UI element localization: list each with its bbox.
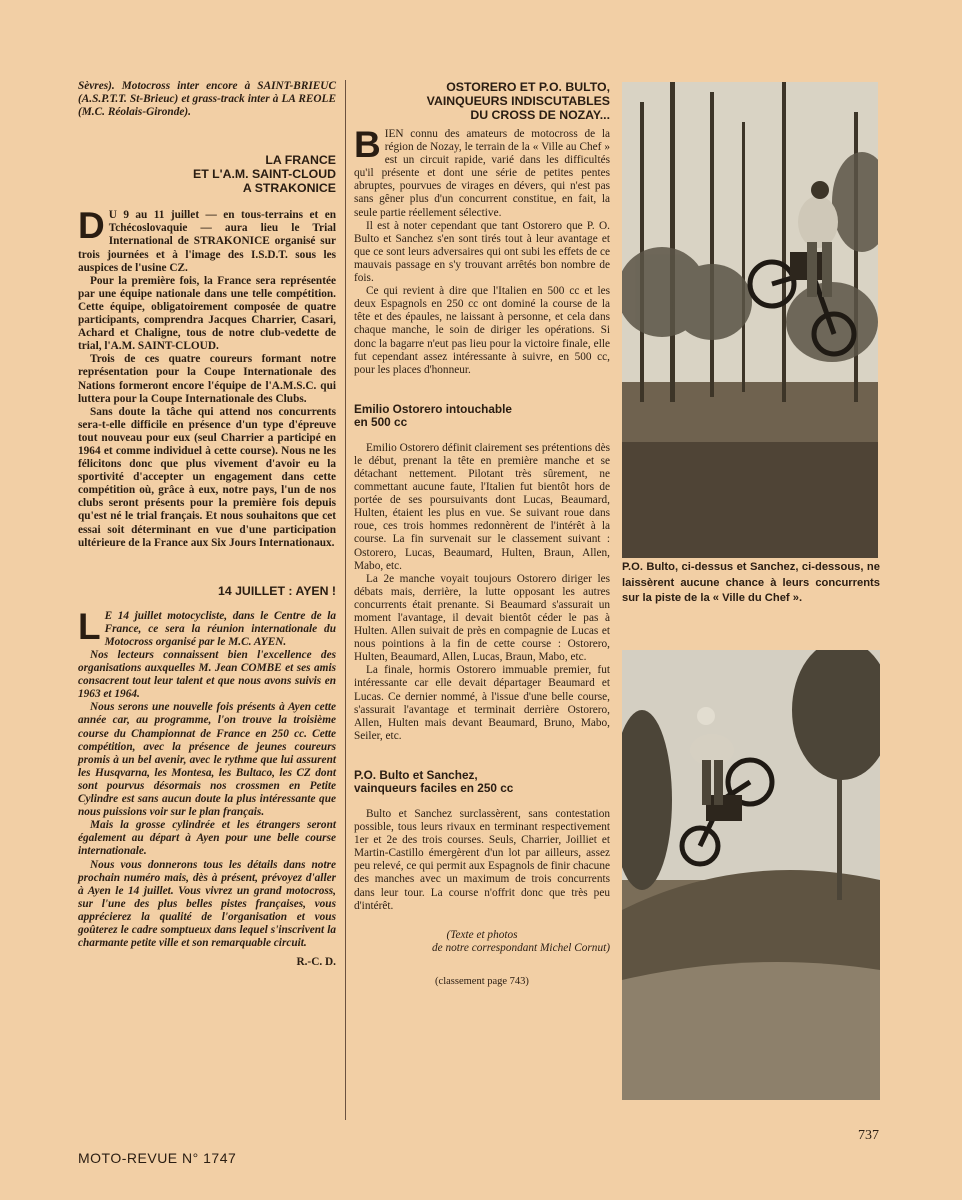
ayen-paragraph-1-text: E 14 juillet motocycliste, dans le Centre de la France, ce sera la réunion internationale du Motocross organisé par le M.C. AYEN. <box>104 609 336 648</box>
nozay-heading-line1: OSTORERO ET P.O. BULTO, <box>446 80 610 94</box>
ayen-paragraph-1 <box>78 605 336 649</box>
nozay-paragraph-1 <box>354 124 610 220</box>
subheading-bulto-line2: vainqueurs faciles en 250 cc <box>354 781 514 796</box>
strakonice-paragraph-3: Trois de ces quatre coureurs formant notre représentation pour la Coupe Internationale des Nations formeront encore l'équipe de l'A.M.S.C. qui luttera pour la Coupe Internationale des Clubs. <box>78 353 336 405</box>
ayen-dropcap: L <box>78 605 101 647</box>
photo-caption: P.O. Bulto, ci-dessus et Sanchez, ci-dessous, ne laissèrent aucune chance à leurs concurrents sur la piste de la « Ville du Chef ». <box>622 561 880 604</box>
ayen-heading: 14 JUILLET : AYEN ! <box>218 583 336 598</box>
nozay-heading-line3: DU CROSS DE NOZAY... <box>470 108 610 122</box>
nozay-paragraph-2: Il est à noter cependant que tant Ostorero que P. O. Bulto et Sanchez s'en sont tirés tout à leur avantage et que ce sont leurs adversaires qui ont subi les effets de ce mauvais passage en s'y trouvant arrêtés bon nombre de fois. <box>354 219 610 285</box>
nozay-paragraph-5: La 2e manche voyait toujours Ostorero diriger les débats mais, derrière, la lutte opposant les autres concurrents était prenante. Si Beaumard s'assurait un moment l'avantage, il devait bientôt céder le pas à Hulten. Allen suivait de près en compagnie de Lucas et nous pointions à la fin de cette course : Ostorero, Hulten, Beaumard, Allen, Lucas, Braun, Mabo, etc. <box>354 572 610 664</box>
nozay-paragraph-1-text: IEN connu des amateurs de motocross de la région de Nozay, le terrain de la « Ville au Chef » est un circuit rapide, varié dans les difficultés qu'il présente et dont une série de petites pentes abruptes, pourvues de virages en dévers, qui n'est pas sans gêner plus d'un concurrent constitue, en fait, la seule partie réellement sélective. <box>354 128 610 219</box>
strakonice-dropcap: D <box>78 205 105 247</box>
ayen-paragraph-3: Nous serons une nouvelle fois présents à Ayen cette année car, au programme, l'on trouve la troisième course du Championnat de France en 250 cc. Cette compétition, avec la présence de jeunes coureurs promis à un bel avenir, avec le rythme que lui assurent les Husqvarna, les Montesa, les Bultaco, les CZ dont sont pourvus désormais nos crossmen en Petite Cylindre est sans aucun doute la plus intéressante que nous puissions voir sur le plan français. <box>78 701 336 819</box>
strakonice-heading-line1: LA FRANCE <box>265 153 336 168</box>
photo-bulto <box>622 82 878 558</box>
column-divider <box>345 80 346 1120</box>
nozay-dropcap: B <box>354 124 381 165</box>
classement-reference: (classement page 743) <box>435 975 529 987</box>
subheading-ostorero-line2: en 500 cc <box>354 415 408 430</box>
magazine-footer: MOTO-REVUE N° 1747 <box>78 1150 237 1166</box>
strakonice-paragraph-4: Sans doute la tâche qui attend nos concurrents sera-t-elle difficile en présence d'un type d'épreuve tout nouveau pour eux (seul Charrier a participé en 1964 et comme individuel à cette course). Nous ne les félicitons donc que plus vivement d'avoir eu la sportivité d'accepter un engagement dans cette compétition où, grâce à eux, notre pays, l'un de nos clubs seront présents pour la première fois depuis qu'est né le trial français. Et nous souhaitons que cet essai soit déterminant en vue d'une participation ultérieure de la France aux Six Jours Internationaux. <box>78 405 336 549</box>
nozay-paragraph-4: Emilio Ostorero définit clairement ses prétentions dès le début, prenant la tête en première manche et se détachant nettement. Pilotant très sûrement, ne commettant aucune faute, l'Italien fut bientôt hors de portée de ses poursuivants dont Lucas, Beaumard, Hulten, étaient les plus en vue. Se suivant roue dans roue, ces trois hommes redonnèrent de l'intérêt à la course. La fin survenait sur le classement suivant : Ostorero, Lucas, Beaumard, Hulten, Braun, Allen, Mabo, etc. <box>354 441 610 572</box>
ayen-signature: R.-C. D. <box>296 956 336 969</box>
strakonice-heading-line2: ET L'A.M. SAINT-CLOUD <box>193 167 336 182</box>
photo-bulto-image <box>622 82 878 558</box>
subheading-bulto-line1: P.O. Bulto et Sanchez, <box>354 767 478 782</box>
credit-line-1: (Texte et photos <box>446 928 518 941</box>
photo-sanchez-image <box>622 650 880 1100</box>
page-number: 737 <box>858 1128 879 1143</box>
photo-sanchez <box>622 650 880 1100</box>
ayen-paragraph-4: Mais la grosse cylindrée et les étrangers seront également au départ à Ayen pour une belle course internationale. <box>78 819 336 858</box>
nozay-paragraph-3: Ce qui revient à dire que l'Italien en 500 cc et les deux Espagnols en 250 cc ont dominé la course de la tête et des épaules, ne laissant à personne, et cela dans chaque manche, le soin de diriger les opérations. Si donc la bagarre n'eut pas lieu pour la victoire finale, elle fut cependant assez intéressante à suivre, en 500 cc, pour les places d'honneur. <box>354 285 610 376</box>
nozay-paragraph-6: La finale, hormis Ostorero immuable premier, fut intéressante car elle devait départager Beaumard et Lucas. Ce dernier nommé, à l'issue d'une belle course, s'assurait l'avantage et terminait derrière Ostorero, Allen, Hulten mais devant Beaumard, Bruno, Mabo, Seiler, etc. <box>354 664 610 742</box>
strakonice-heading-line3: A STRAKONICE <box>242 181 336 196</box>
strakonice-paragraph-1-text: U 9 au 11 juillet — en tous-terrains et en Tchécoslovaquie — aura lieu le Trial International de STRAKONICE organisé sur trois journées et à l'image des I.S.D.T. sous les auspices de l'usine CZ. <box>78 209 336 274</box>
intro-paragraph: Sèvres). Motocross inter encore à SAINT-BRIEUC (A.S.P.T.T. St-Brieuc) et grass-track inter à LA REOLE (M.C. Réolais-Gironde). <box>78 80 336 119</box>
strakonice-paragraph-2: Pour la première fois, la France sera représentée par une équipe nationale dans une telle compétition. Cette équipe, obligatoirement composée de quatre participants, comprendra Jacques Charrier, Casari, Achard et Chaligne, tous de notre club-vedette de trial, l'A.M. SAINT-CLOUD. <box>78 274 336 353</box>
subheading-ostorero-line1: Emilio Ostorero intouchable <box>354 401 512 416</box>
column-middle <box>354 80 610 988</box>
ayen-paragraph-2: Nos lecteurs connaissent bien l'excellence des organisations auxquelles M. Jean COMBE et ses amis consacrent tout leur talent et que nous avons suivis en 1963 et 1964. <box>78 649 336 701</box>
ayen-paragraph-5: Nous vous donnerons tous les détails dans notre prochain numéro mais, dès à présent, prévoyez d'aller à Ayen le 14 juillet. Vous vivrez un grand motocross, sur l'une des plus belles pistes françaises, vous apprécierez la qualité de l'organisation et vous goûterez le cadre somptueux dans lequel s'inscrivent la charmante petite ville et son remarquable circuit. <box>78 858 336 950</box>
nozay-heading-line2: VAINQUEURS INDISCUTABLES <box>426 94 610 108</box>
strakonice-paragraph-1 <box>78 205 336 274</box>
nozay-paragraph-7: Bulto et Sanchez surclassèrent, sans contestation possible, tous leurs rivaux en terminant respectivement 1er et 2e des trois courses. Seuls, Charrier, Joilliet et Martin-Castillo émergèrent d'un lot par ailleurs, assez peu relevé, ce qui permit aux Espagnols de finir chacune des manches avec un maximum de trois concurrents dans leur tour. La course n'offrit donc que très peu d'intérêt. <box>354 807 610 912</box>
column-left <box>78 80 336 969</box>
credit-line-2: de notre correspondant Michel Cornut) <box>431 941 610 954</box>
